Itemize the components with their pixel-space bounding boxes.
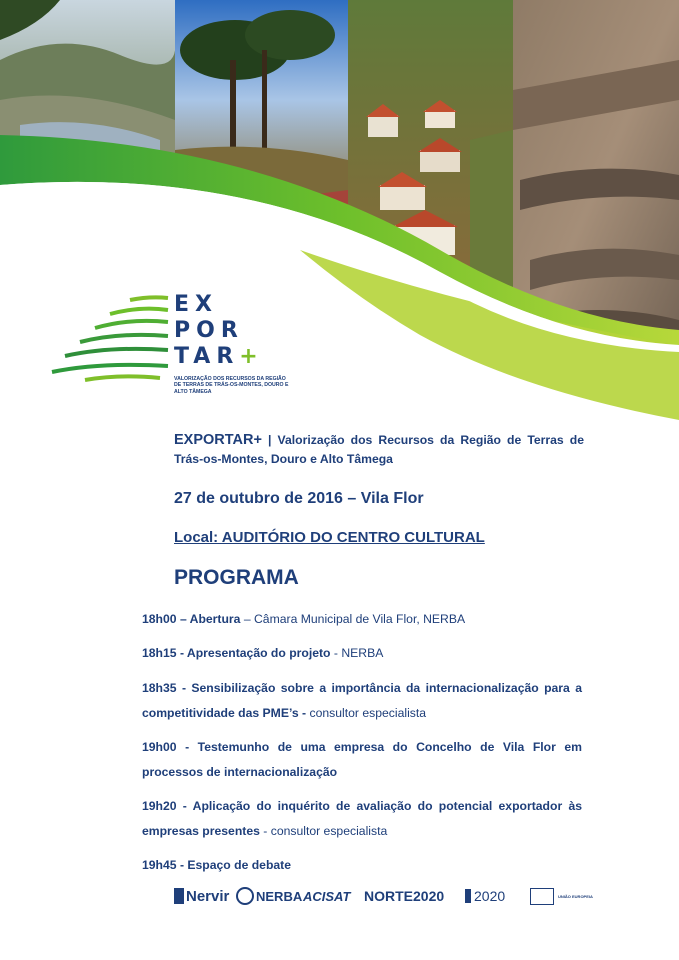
program-item: 19h20 - Aplicação do inquérito de avaliação do potencial exportador às empresas presentes - consultor especialista (142, 799, 582, 838)
logo-word-tar: TAR+ (174, 344, 264, 369)
eu-flag-logo: UNIÃO EUROPEIA (530, 882, 598, 910)
event-title (174, 431, 584, 469)
logo-waves-icon (50, 292, 175, 392)
event-location: Local: AUDITÓRIO DO CENTRO CULTURAL (174, 529, 485, 546)
program-item: 18h15 - Apresentação do projeto - NERBA (142, 646, 384, 660)
program-heading: PROGRAMA (174, 566, 299, 589)
nervir-logo: Nervir (174, 882, 229, 910)
logo-plus-icon: + (239, 344, 264, 369)
event-brand: EXPORTAR+ (174, 432, 262, 448)
nerba-logo: NERBA (236, 882, 302, 910)
program-item: 18h35 - Sensibilização sobre a importância da internacionalização para a competitividade das PME’s - consultor especialista (142, 681, 582, 720)
event-description: Valorização dos Recursos da Região de Terras de Trás-os-Montes, Douro e Alto Tâmega (174, 433, 584, 466)
program-item: 18h00 – Abertura – Câmara Municipal de Vila Flor, NERBA (142, 612, 466, 626)
sponsor-logos (170, 882, 600, 912)
portugal2020-logo: 2020 (465, 882, 505, 910)
title-separator: | (261, 433, 278, 447)
header-banner (0, 0, 679, 430)
program-item: 19h00 - Testemunho de uma empresa do Concelho de Vila Flor em processos de internacionalização (142, 740, 582, 779)
event-date: 27 de outubro de 2016 – Vila Flor (174, 490, 424, 507)
program-item: 19h45 - Espaço de debate (142, 858, 292, 872)
logo-word-ex: EX (174, 292, 218, 317)
exportar-logo (50, 292, 290, 412)
logo-subtitle: VALORIZAÇÃO DOS RECURSOS DA REGIÃO DE TERRAS DE TRÁS-OS-MONTES, DOURO E ALTO TÂMEGA (174, 376, 289, 395)
acisat-logo: ACISAT (303, 888, 351, 904)
logo-word-por: POR (174, 318, 244, 343)
norte2020-logo: NORTE2020 (364, 888, 445, 904)
